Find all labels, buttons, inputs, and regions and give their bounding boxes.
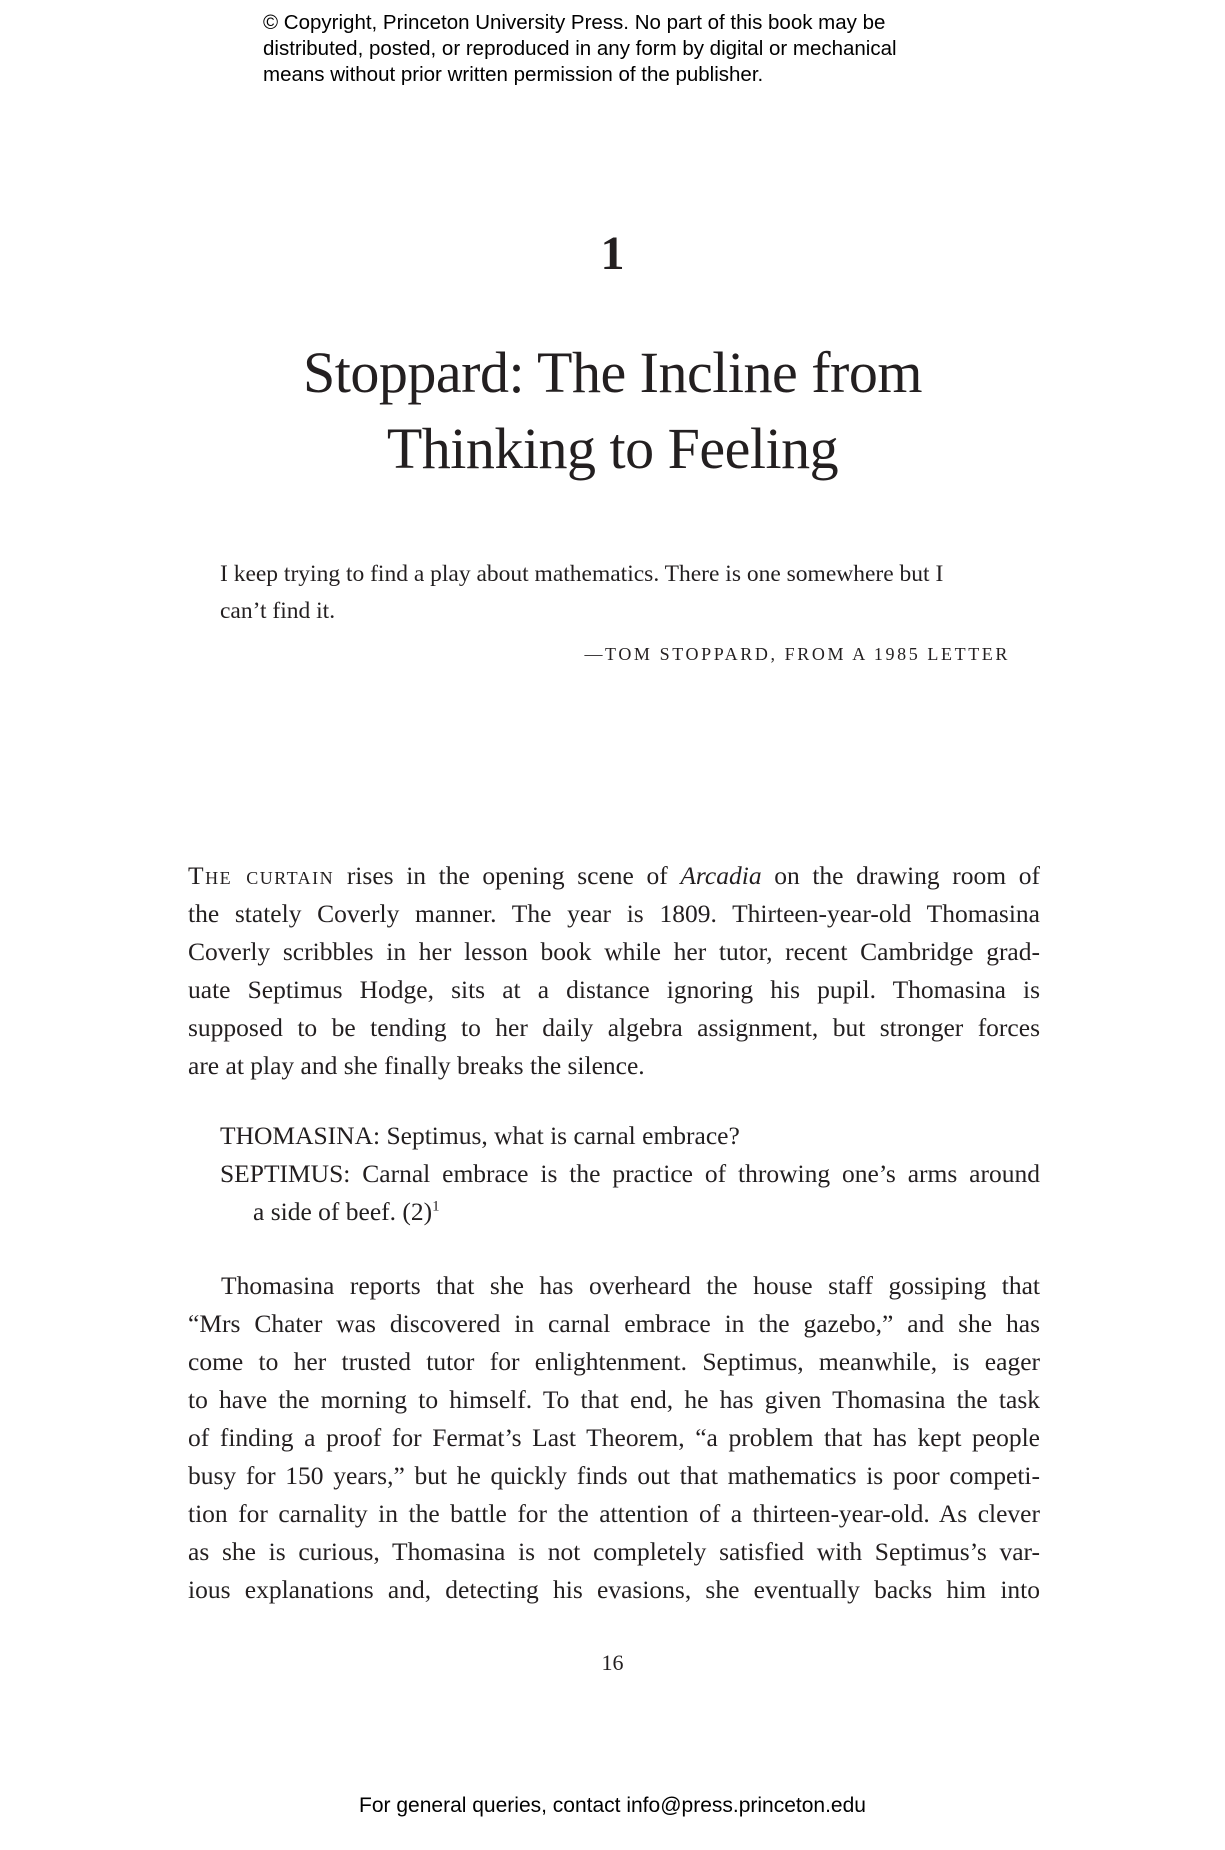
paragraph-line: ious explanations and, detecting his evasions, she eventually backs him into (188, 1575, 1040, 1604)
dialogue-line: SEPTIMUS: Carnal embrace is the practice of throwing one’s arms around (220, 1159, 1040, 1188)
chapter-title-line: Thinking to Feeling (386, 416, 839, 481)
paragraph-line: as she is curious, Thomasina is not completely satisfied with Septimus’s var- (188, 1537, 1040, 1566)
chapter-title (0, 335, 1225, 487)
dialogue-line: THOMASINA: Septimus, what is carnal embrace? (220, 1121, 740, 1150)
footer-contact: For general queries, contact info@press.princeton.edu (359, 1794, 866, 1817)
paragraph-2 (188, 1267, 1040, 1609)
epigraph-attribution: —TOM STOPPARD, FROM A 1985 LETTER (584, 644, 1010, 664)
paragraph-line: supposed to be tending to her daily algebra assignment, but stronger forces (188, 1013, 1040, 1042)
dialogue-line-continuation: a side of beef. $(2)^1$ (253, 1197, 440, 1226)
paragraph-line: of finding a proof for Fermat’s Last Theorem, “a problem that has kept people (188, 1423, 1040, 1452)
paragraph-line: Thomasina reports that she has overheard the house staff gossiping that (221, 1271, 1040, 1300)
paragraph-line: come to her trusted tutor for enlightenment. Septimus, meanwhile, is eager (188, 1347, 1040, 1376)
footnote-reference: 1 (432, 1198, 440, 1215)
paragraph-1 (188, 857, 1040, 1085)
paragraph-line: Coverly scribbles in her lesson book while her tutor, recent Cambridge grad- (188, 937, 1040, 966)
epigraph-line: can’t find it. (220, 598, 336, 624)
page-number: 16 (601, 1650, 624, 1675)
paragraph-line: uate Septimus Hodge, sits at a distance ignoring his pupil. Thomasina is (188, 975, 1040, 1004)
paragraph-line: “Mrs Chater was discovered in carnal embrace in the gazebo,” and she has (188, 1309, 1040, 1338)
copyright-line: means without prior written permission of the publisher. (263, 63, 764, 86)
epigraph (220, 556, 1010, 630)
paragraph-line: are at play and she finally breaks the silence. (188, 1051, 645, 1080)
paragraph-line: to have the morning to himself. To that end, he has given Thomasina the task (188, 1385, 1040, 1414)
copyright-line: © Copyright, Princeton University Press. No part of this book may be (263, 11, 886, 34)
play-title: Arcadia (680, 861, 762, 890)
copyright-notice (263, 10, 1023, 88)
chapter-number: 1 (600, 227, 625, 280)
paragraph-line: the stately Coverly manner. The year is 1809. Thirteen-year-old Thomasina (188, 899, 1040, 928)
paragraph-line: busy for 150 years,” but he quickly finds out that mathematics is poor competi- (188, 1461, 1040, 1490)
paragraph-line: The curtain rises in the opening scene of Arcadia on the drawing room of (188, 861, 1041, 890)
lead-in-small-caps: The curtain (188, 861, 335, 890)
copyright-line: distributed, posted, or reproduced in any form by digital or mechanical (263, 37, 897, 60)
dialogue-block (220, 1117, 1040, 1231)
paragraph-line: tion for carnality in the battle for the attention of a thirteen-year-old. As clever (188, 1499, 1040, 1528)
epigraph-line: I keep trying to find a play about mathematics. There is one somewhere but I (220, 561, 944, 587)
chapter-title-line: Stoppard: The Incline from (303, 340, 922, 405)
